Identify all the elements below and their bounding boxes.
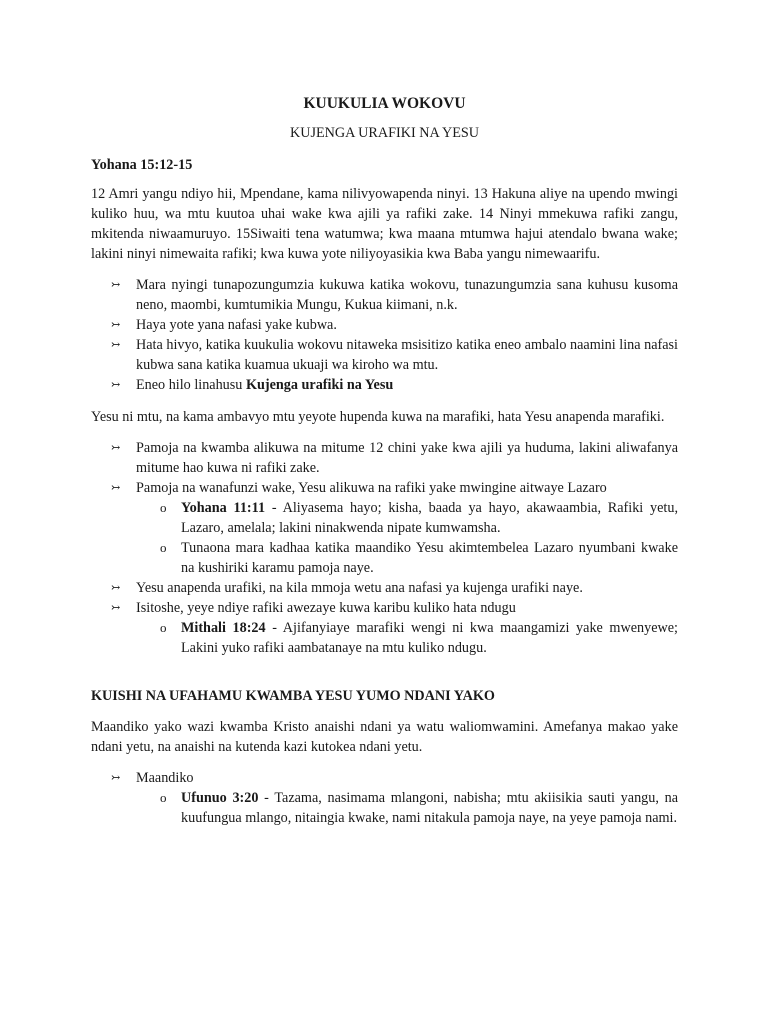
list-item-text: Eneo hilo linahusu [136,377,246,393]
arrow-bullet-icon: ↣ [111,772,121,784]
circle-bullet-icon: o [160,500,167,515]
bullet-list-3 [91,768,678,828]
scripture-reference-heading: Yohana 15:12-15 [91,157,193,173]
arrow-bullet-icon: ↣ [111,442,121,454]
sub-list-item-text: - Aliyasema hayo; kisha, baada ya hayo, akawaambia, Rafiki yetu, Lazaro, amelala; lakini ninakwenda nipate kumwamsha. [181,500,678,536]
sub-list [136,788,678,828]
sub-list [136,618,678,658]
arrow-bullet-icon: ↣ [111,339,121,351]
sub-list-item-text: - Ajifanyiaye marafiki wengi ni kwa maangamizi yake mwenyewe; Lakini yuko rafiki aambatanaye na mtu kuliko ndugu. [181,620,678,656]
list-item-text: Isitoshe, yeye ndiye rafiki awezaye kuwa karibu kuliko hata ndugu [136,600,516,616]
arrow-bullet-icon: ↣ [111,319,121,331]
sub-list-item [136,538,678,578]
arrow-bullet-icon: ↣ [111,582,121,594]
scripture-reference: Ufunuo 3:20 [181,790,259,806]
verse-paragraph: 12 Amri yangu ndiyo hii, Mpendane, kama nilivyowapenda ninyi. 13 Hakuna aliye na upendo mwingi kuliko huu, wa mtu kuutoa uhai wake kwa ajili ya rafiki zake. 14 Ninyi mmekuwa rafiki zangu, mkitenda niwaamuruyo. 15Siwaiti tena watumwa; kwa maana mtumwa hajui atendalo bwana wake; lakini ninyi nimewaita rafiki; kwa kuwa yote niliyoyasikia kwa Baba yangu nimewaarifu. [91,186,678,262]
list-item-text: Yesu anapenda urafiki, na kila mmoja wetu ana nafasi ya kujenga urafiki naye. [136,580,583,596]
list-item [91,438,678,478]
bullet-list-1 [91,275,678,395]
sub-list-item [136,618,678,658]
arrow-bullet-icon: ↣ [111,482,121,494]
scripture-reference: Mithali 18:24 [181,620,266,636]
circle-bullet-icon: o [160,790,167,805]
sub-list-item [136,498,678,538]
list-item [91,275,678,315]
list-item-text: Hata hivyo, katika kuukulia wokovu nitaweka msisitizo katika eneo ambalo naamini lina nafasi kubwa sana katika kuamua ukuaji wa kiroho wa mtu. [136,337,678,373]
list-item [91,598,678,658]
sub-list [136,498,678,578]
list-item [91,335,678,375]
circle-bullet-icon: o [160,540,167,555]
list-item [91,768,678,828]
list-item-text: Pamoja na kwamba alikuwa na mitume 12 chini yake kwa ajili ya huduma, lakini aliwafanya mitume hao kuwa ni rafiki zake. [136,440,678,476]
document-page [91,94,678,828]
sub-list-item-text: Tunaona mara kadhaa katika maandiko Yesu akimtembelea Lazaro nyumbani kwake na kushiriki karamu pamoja naye. [181,540,678,576]
list-item-text: Pamoja na wanafunzi wake, Yesu alikuwa na rafiki yake mwingine aitwaye Lazaro [136,480,607,496]
list-item [91,315,678,335]
bullet-list-2 [91,438,678,658]
list-item-bold-text: Kujenga urafiki na Yesu [245,377,394,393]
list-item-text: Haya yote yana nafasi yake kubwa. [136,317,337,333]
arrow-bullet-icon: ↣ [111,602,121,614]
scripture-reference: Yohana 11:11 [181,500,266,516]
document-subtitle: KUJENGA URAFIKI NA YESU [289,125,480,141]
sub-list-item [136,788,678,828]
list-item [91,478,678,578]
paragraph-3: Maandiko yako wazi kwamba Kristo anaishi ndani ya watu waliomwamini. Amefanya makao yake ndani yetu, na anaishi na kutenda kazi kutokea ndani yetu. [91,719,678,755]
list-item-text: Mara nyingi tunapozungumzia kukuwa katika wokovu, tunazungumzia sana kuhusu kusoma neno, maombi, kumtumikia Mungu, Kukua kiimani, n.k. [136,277,678,313]
arrow-bullet-icon: ↣ [111,279,121,291]
list-item [91,578,678,598]
section-heading: KUISHI NA UFAHAMU KWAMBA YESU YUMO NDANI YAKO [91,688,495,704]
circle-bullet-icon: o [160,620,167,635]
list-item [91,375,678,395]
paragraph-2: Yesu ni mtu, na kama ambavyo mtu yeyote hupenda kuwa na marafiki, hata Yesu anapenda marafiki. [91,409,665,425]
list-item-text: Maandiko [136,770,194,786]
arrow-bullet-icon: ↣ [111,379,121,391]
sub-list-item-text: - Tazama, nasimama mlangoni, nabisha; mtu akiisikia sauti yangu, na kuufungua mlango, nitaingia kwake, nami nitakula pamoja naye, na yeye pamoja nami. [181,790,678,826]
document-title: KUUKULIA WOKOVU [303,95,466,112]
